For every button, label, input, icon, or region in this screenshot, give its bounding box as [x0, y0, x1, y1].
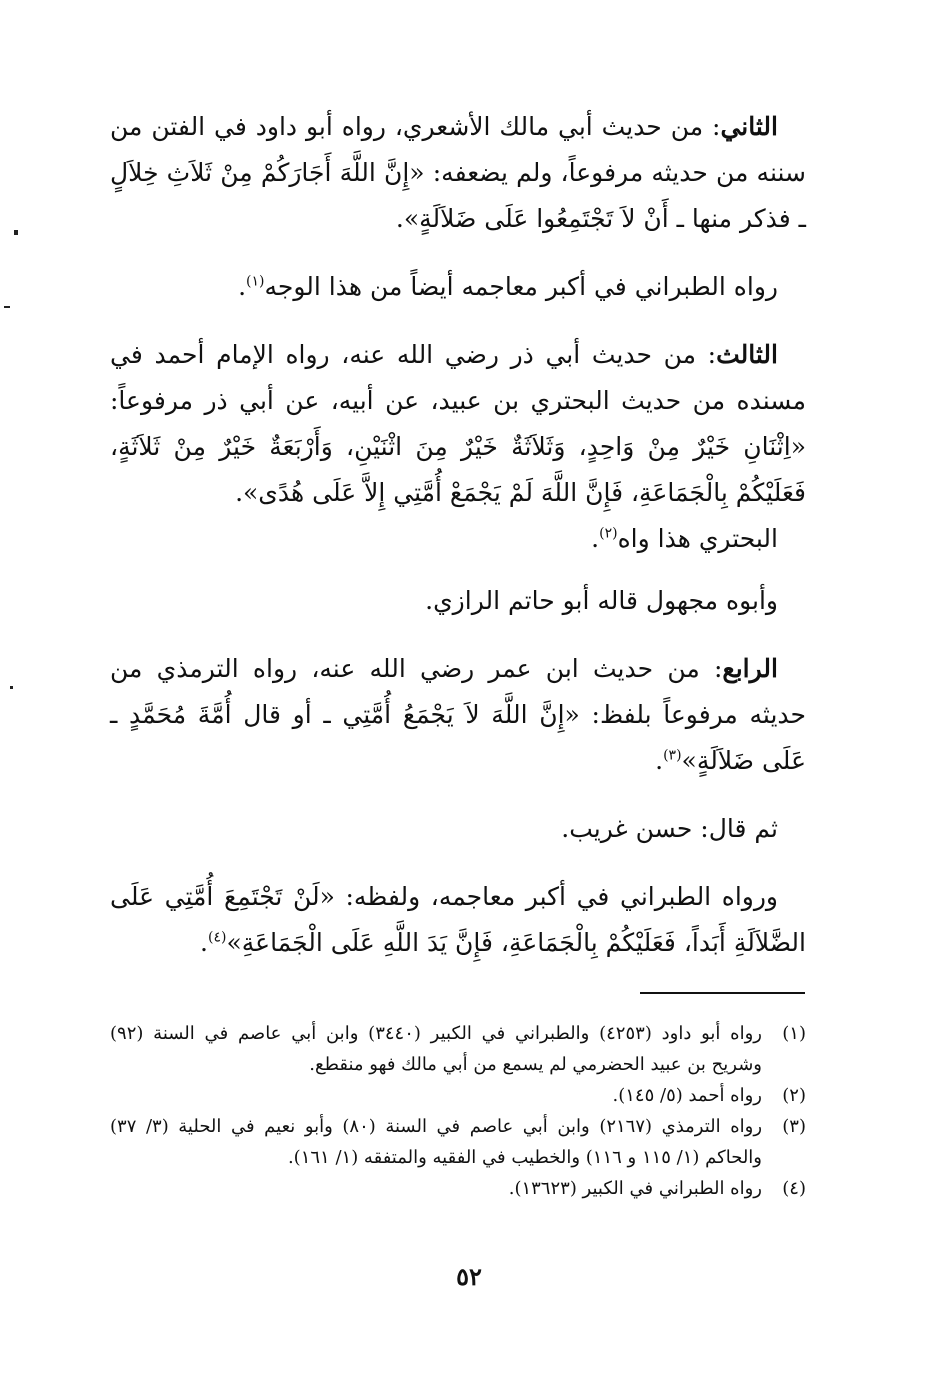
paragraph-text: وأبوه مجهول قاله أبو حاتم الرازي.: [425, 586, 778, 615]
footnote-number: (٣): [782, 1116, 806, 1137]
paragraph-second: [110, 104, 806, 242]
paragraph-fourth: الرابع: من حديث ابن عمر رضي الله عنه، رواه الترمذي من حديثه مرفوعاً بلفظ: «إِنَّ اللَّهَ لاَ يَجْمَعُ أُمَّتِي ـ أو قال أُمَّةَ مُحَمَّدٍ ـ عَلَى ضَلاَلَةٍ»$^{(٣)}$.: [110, 654, 806, 775]
footnotes: [110, 1018, 806, 1204]
paragraph-text: : من حديث أبي مالك الأشعري، رواه أبو داود في الفتن من سننه من حديثه مرفوعاً، ولم يضعفه: «إِنَّ اللَّهَ أَجَارَكُمْ مِنْ ثَلاَثِ خِلاَلٍ ـ فذكر منها ـ أَنْ لاَ تَجْتَمِعُوا عَلَى ضَلاَلَةٍ».: [110, 112, 806, 233]
footnote-text: رواه أحمد (٥/ ١٤٥).: [612, 1085, 762, 1106]
footnote-text: رواه أبو داود (٤٢٥٣) والطبراني في الكبير (٣٤٤٠) وابن أبي عاصم في السنة (٩٢) وشريح بن عبيد الحضرمي لم يسمع من أبي مالك فهو منقطع.: [110, 1023, 762, 1075]
footnote-text: رواه الطبراني في الكبير (١٣٦٢٣).: [508, 1178, 762, 1199]
paragraph-father: [110, 578, 806, 624]
paragraph-text: رواه الطبراني في أكبر معاجمه أيضاً من هذا الوجه: [264, 272, 778, 301]
paragraph-text: البحتري هذا واه: [617, 524, 778, 553]
footnote-item: [110, 1080, 806, 1111]
page-number: ٥٢: [456, 1262, 482, 1291]
footnote-number: (١): [782, 1023, 806, 1044]
paragraph-text: ثم قال: حسن غريب.: [561, 814, 778, 843]
footnote-ref[interactable]: (٤): [208, 929, 227, 946]
footnote-text: رواه الترمذي (٢١٦٧) وابن أبي عاصم في السنة (٨٠) وأبو نعيم في الحلية (٣/ ٣٧) والحاكم (١/ ١١٥ و ١١٦) والخطيب في الفقيه والمتفقه (١/ ١٦١).: [110, 1116, 763, 1168]
paragraph-bahtari: البحتري هذا واه$^{(٢)}$.: [591, 524, 778, 553]
footnote-number: (٢): [782, 1085, 806, 1106]
scan-speck: [10, 686, 13, 689]
footnote-ref[interactable]: (٢): [599, 525, 618, 542]
paragraph-label: الرابع: [722, 654, 778, 683]
paragraph-text: : من حديث ابن عمر رضي الله عنه، رواه الترمذي من حديثه مرفوعاً بلفظ: «إِنَّ اللَّهَ لاَ يَجْمَعُ أُمَّتِي ـ أو قال أُمَّةَ مُحَمَّدٍ ـ عَلَى ضَلاَلَةٍ»: [110, 654, 806, 775]
footnote-item: [110, 1173, 806, 1204]
paragraph-grading: [110, 806, 806, 852]
paragraph-text: : من حديث أبي ذر رضي الله عنه، رواه الإمام أحمد في مسنده من حديث البحتري بن عبيد، عن أبيه، عن أبي ذر مرفوعاً: «اِثْنَانِ خَيْرٌ مِنْ وَاحِدٍ، وَثَلاَثَةٌ خَيْرٌ مِنَ اثْنَيْنِ، وَأَرْبَعَةٌ خَيْرٌ مِنْ ثَلاَثَةٍ، فَعَلَيْكُمْ بِالْجَمَاعَةِ، فَإِنَّ اللَّهَ لَمْ يَجْمَعْ أُمَّتِي إِلاَّ عَلَى هُدًى».: [110, 340, 806, 507]
scan-speck: [4, 306, 10, 308]
footnote-divider: [640, 992, 805, 994]
footnote-number: (٤): [782, 1178, 806, 1199]
scan-speck: [14, 230, 18, 235]
paragraph-tabarani-1: رواه الطبراني في أكبر معاجمه أيضاً من هذا الوجه$^{(١)}$.: [238, 272, 778, 301]
paragraph-tabarani-2: ورواه الطبراني في أكبر معاجمه، ولفظه: «لَنْ تَجْتَمِعَ أُمَّتِي عَلَى الضَّلاَلَةِ أَبَداً، فَعَلَيْكُمْ بِالْجَمَاعَةِ، فَإِنَّ يَدَ اللَّهِ عَلَى الْجَمَاعَةِ»$^{(٤)}$.: [110, 882, 806, 957]
footnote-item: [110, 1018, 806, 1080]
paragraph-label: الثالث: [716, 340, 778, 369]
paragraph-text: ورواه الطبراني في أكبر معاجمه، ولفظه: «لَنْ تَجْتَمِعَ أُمَّتِي عَلَى الضَّلاَلَةِ أَبَداً، فَعَلَيْكُمْ بِالْجَمَاعَةِ، فَإِنَّ يَدَ اللَّهِ عَلَى الْجَمَاعَةِ»: [110, 882, 806, 957]
footnote-ref[interactable]: (١): [246, 273, 265, 290]
paragraph-label: الثاني: [720, 112, 778, 141]
paragraph-third: [110, 332, 806, 516]
footnote-item: [110, 1111, 806, 1173]
main-text: [110, 104, 806, 966]
footnote-ref[interactable]: (٣): [663, 747, 682, 764]
